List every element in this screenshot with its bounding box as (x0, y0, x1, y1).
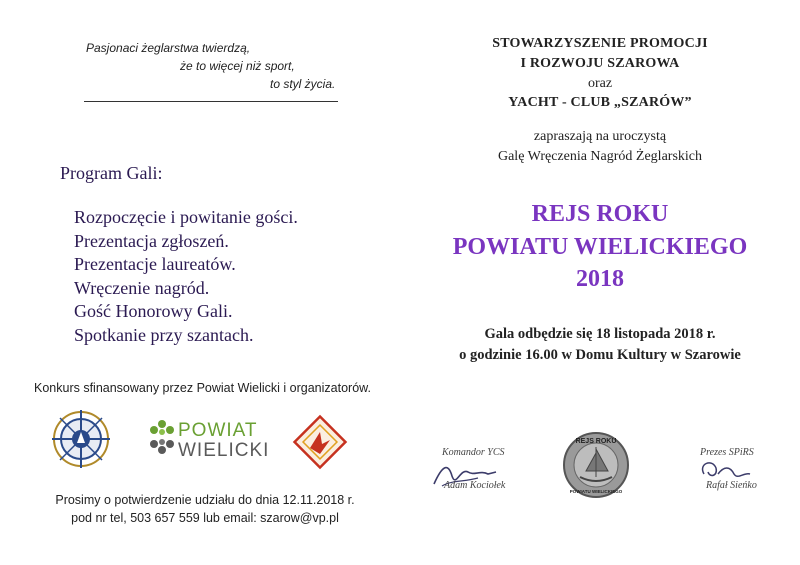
event-title-line-2: POWIATU WIELICKIEGO (452, 234, 748, 260)
motto-underline (84, 101, 338, 102)
medal-text-bottom: POWIATU WIELICKIEGO (569, 489, 623, 494)
program-item: Wręczenie nagród. (74, 277, 210, 298)
confirm-line-2: pod nr tel, 503 657 559 lub email: szarow@vp.pl (71, 511, 339, 525)
program-item: Gość Honorowy Gali. (74, 301, 233, 322)
program-item: Rozpoczęcie i powitanie gości. (74, 207, 298, 227)
program-item: Prezentacje laureatów. (74, 254, 236, 275)
program-item: Prezentacja zgłoszeń. (74, 230, 229, 251)
signature-right-role: Prezes SPiRS (700, 447, 754, 458)
invite-line-1: zapraszają na uroczystą (533, 129, 667, 144)
program-item: Spotkanie przy szantach. (74, 324, 254, 345)
powiat-flower-icon (148, 418, 176, 458)
organizer-line-2: I ROZWOJU SZAROWA (520, 56, 680, 71)
signature-right-name: Rafał Sieńko (706, 480, 757, 491)
signature-left-role: Komandor YCS (442, 447, 505, 458)
gala-date-line: Gala odbędzie się 18 listopada 2018 r. (484, 326, 716, 342)
sponsor-note: Konkurs sfinansowany przez Powiat Wielicki i organizatorów. (34, 381, 371, 395)
gala-venue-line: o godzinie 16.00 w Domu Kultury w Szarowie (459, 347, 741, 363)
organizer-line-1: STOWARZYSZENIE PROMOCJI (492, 36, 708, 51)
powiat-logo-line-1: POWIAT (178, 420, 258, 441)
association-logo (292, 414, 348, 470)
program-title: Program Gali: (60, 163, 163, 183)
signature-left-name: Adam Kociołek (444, 480, 506, 491)
event-title-year: 2018 (576, 266, 624, 292)
event-title-line-1: REJS ROKU (531, 201, 669, 227)
confirm-line-1: Prosimy o potwierdzenie udziału do dnia 12.11.2018 r. (55, 493, 355, 507)
powiat-logo-line-2: WIELICKI (178, 440, 270, 461)
conjunction-oraz: oraz (587, 76, 613, 91)
motto-line-2: że to więcej niż sport, (180, 59, 295, 73)
rejs-roku-medal (562, 431, 630, 499)
yacht-club-logo (50, 408, 112, 470)
motto-line-1: Pasjonaci żeglarstwa twierdzą, (86, 41, 251, 55)
invite-line-2: Galę Wręczenia Nagród Żeglarskich (497, 149, 703, 164)
motto-line-3: to styl życia. (270, 77, 336, 91)
organizer-line-3: YACHT - CLUB „SZARÓW” (508, 95, 692, 110)
program-list (74, 206, 298, 348)
medal-text-top: REJS ROKU (575, 438, 617, 445)
